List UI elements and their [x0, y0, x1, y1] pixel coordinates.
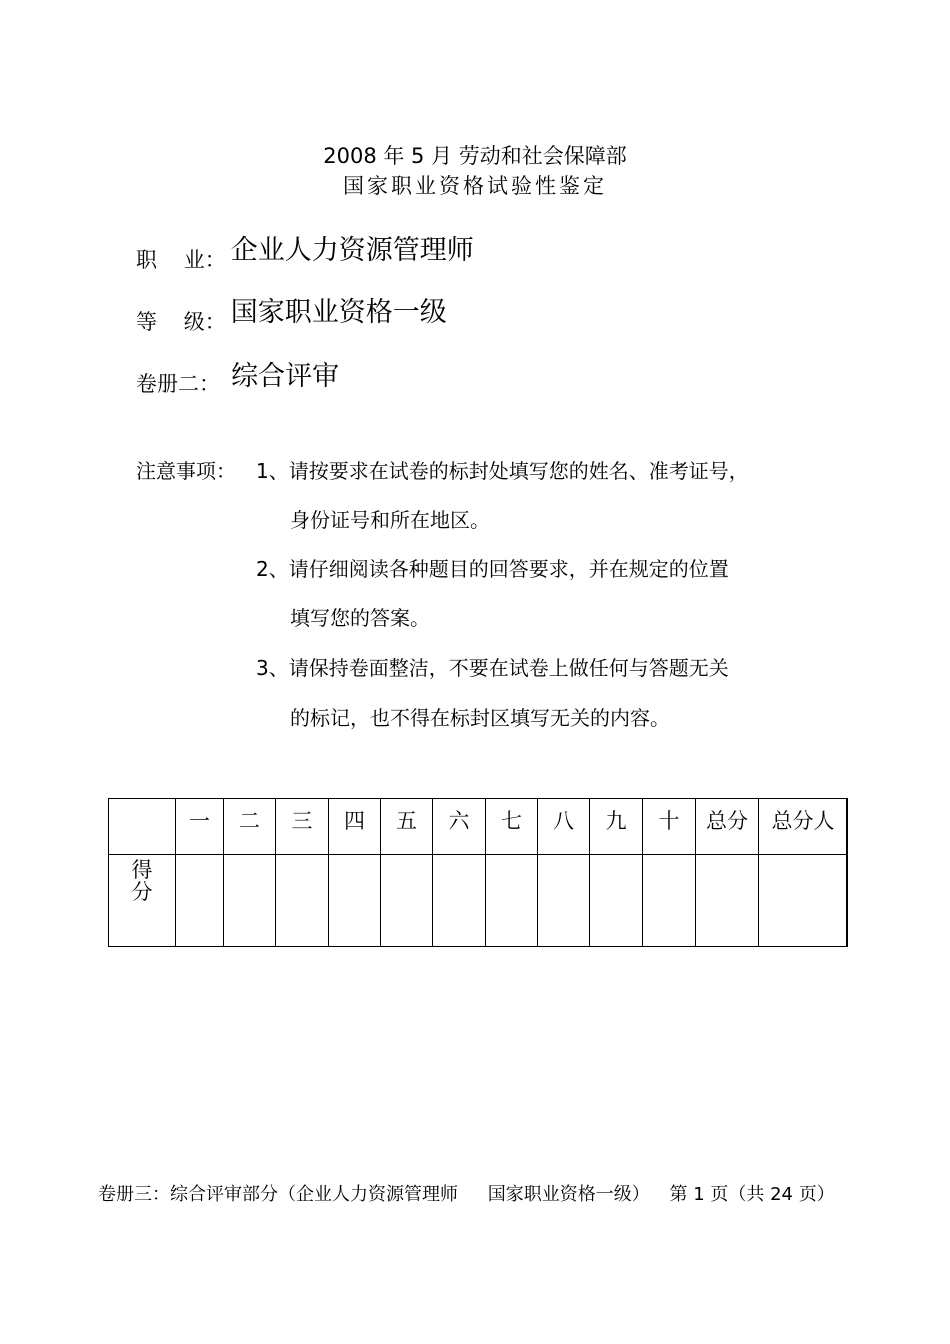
score-table: [108, 798, 848, 947]
score-cell-5[interactable]: [381, 855, 433, 947]
note-3-line2: 的标记，也不得在标封区填写无关的内容。: [290, 706, 670, 730]
score-cell-2[interactable]: [224, 855, 276, 947]
note-2-line1: 2、请仔细阅读各种题目的回答要求，并在规定的位置: [256, 557, 729, 581]
score-table-corner-cell: [109, 799, 176, 855]
score-cell-9[interactable]: [590, 855, 643, 947]
score-cell-1[interactable]: [176, 855, 224, 947]
level-field: [136, 298, 447, 337]
volume-value: 综合评审: [231, 361, 340, 392]
score-cell-10[interactable]: [643, 855, 696, 947]
level-value: 国家职业资格一级: [230, 297, 447, 328]
footer-volume-info: 卷册三：综合评审部分（企业人力资源管理师: [98, 1184, 458, 1205]
column-header-grader: 总分人: [759, 799, 848, 855]
volume-field: [136, 360, 339, 399]
score-table-header-row: [109, 799, 848, 855]
column-header-5: 五: [381, 799, 433, 855]
column-header-10: 十: [643, 799, 696, 855]
level-label: 等 级：: [136, 310, 226, 334]
occupation-label: 职 业：: [136, 248, 226, 272]
column-header-total: 总分: [696, 799, 759, 855]
column-header-2: 二: [224, 799, 276, 855]
column-header-4: 四: [329, 799, 381, 855]
column-header-7: 七: [486, 799, 538, 855]
note-2-line2: 填写您的答案。: [290, 606, 430, 630]
table-right-edge: [846, 798, 848, 946]
score-row-label-char-2: 分: [131, 880, 153, 904]
occupation-field: [136, 236, 474, 275]
column-header-9: 九: [590, 799, 643, 855]
volume-label: 卷册二：: [136, 372, 220, 396]
score-cell-6[interactable]: [433, 855, 486, 947]
score-row-label: [109, 855, 176, 947]
note-1-line1: 1、请按要求在试卷的标封处填写您的姓名、准考证号，: [256, 459, 749, 483]
score-table-score-row: [109, 855, 848, 947]
page-footer: [98, 1180, 835, 1206]
score-row-label-char-1: 得: [131, 858, 153, 882]
score-cell-7[interactable]: [486, 855, 538, 947]
exam-header-line1: 2008 年 5 月 劳动和社会保障部: [323, 144, 627, 168]
score-cell-grader[interactable]: [759, 855, 848, 947]
score-cell-3[interactable]: [276, 855, 329, 947]
score-cell-total[interactable]: [696, 855, 759, 947]
footer-page-number: 第 1 页（共 24 页）: [669, 1184, 835, 1205]
score-cell-4[interactable]: [329, 855, 381, 947]
score-cell-8[interactable]: [538, 855, 590, 947]
occupation-value: 企业人力资源管理师: [230, 235, 474, 266]
note-3-line1: 3、请保持卷面整洁，不要在试卷上做任何与答题无关: [256, 656, 729, 680]
column-header-8: 八: [538, 799, 590, 855]
notes-title: 注意事项：: [136, 459, 236, 483]
exam-header-line2: 国家职业资格试验性鉴定: [343, 174, 607, 198]
column-header-1: 一: [176, 799, 224, 855]
column-header-6: 六: [433, 799, 486, 855]
column-header-3: 三: [276, 799, 329, 855]
footer-level-info: 国家职业资格一级）: [487, 1184, 650, 1205]
note-1-line2: 身份证号和所在地区。: [290, 508, 490, 532]
